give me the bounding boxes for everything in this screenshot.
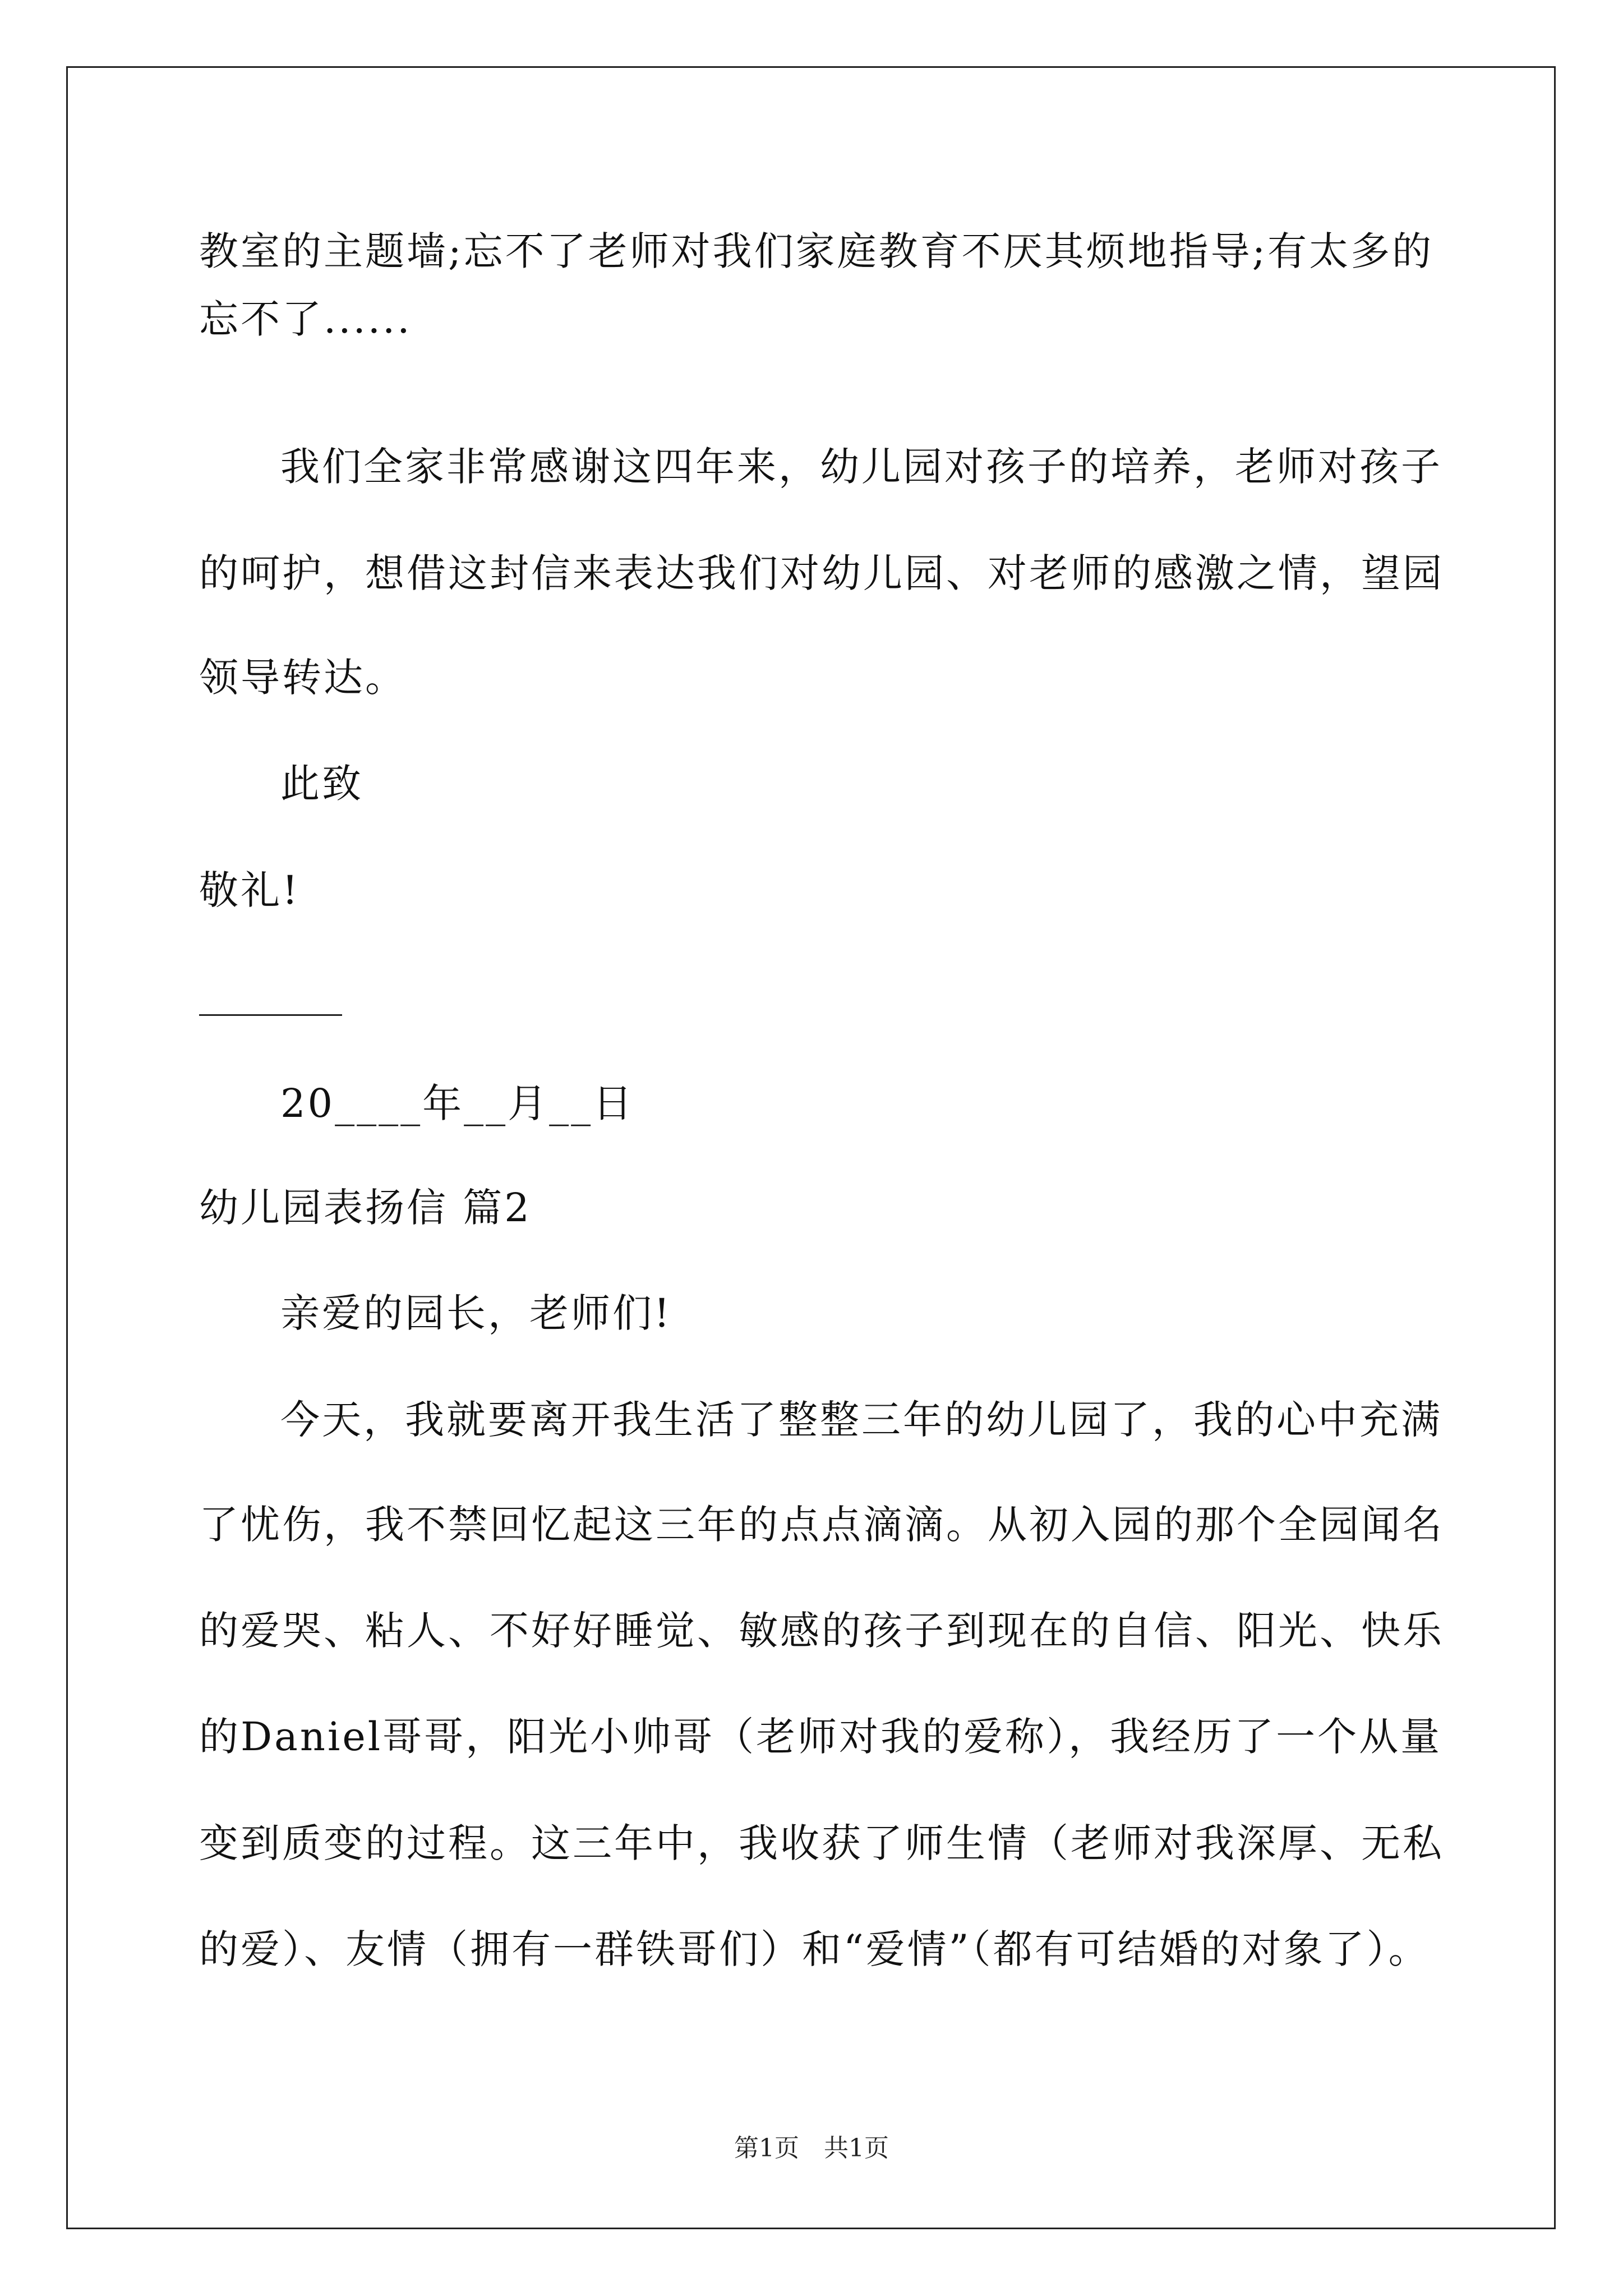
- greeting: 亲爱的园长，老师们!: [280, 1290, 672, 1336]
- paragraph-line: 了忧伤，我不禁回忆起这三年的点点滴滴。从初入园的那个全园闻名: [199, 1502, 1444, 1548]
- closing-regards: 敬礼!: [199, 867, 301, 913]
- paragraph-line: 的爱）、友情（拥有一群铁哥们）和“爱情”（都有可结婚的对象了）。: [199, 1926, 1430, 1972]
- page-footer: 第1页 共1页: [734, 2134, 889, 2162]
- paragraph-line: 变到质变的过程。这三年中，我收获了师生情（老师对我深厚、无私: [199, 1820, 1444, 1866]
- paragraph-line: 教室的主题墙;忘不了老师对我们家庭教育不厌其烦地指导;有太多的: [199, 228, 1434, 274]
- page-border: [66, 66, 1556, 2229]
- paragraph-line: 今天，我就要离开我生活了整整三年的幼儿园了，我的心中充满: [280, 1397, 1442, 1443]
- paragraph-line: 领导转达。: [199, 655, 407, 701]
- paragraph-line: 的Daniel哥哥，阳光小帅哥（老师对我的爱称），我经历了一个从量: [199, 1714, 1442, 1760]
- paragraph-line: 我们全家非常感谢这四年来，幼儿园对孩子的培养，老师对孩子: [280, 444, 1442, 490]
- section-title: 幼儿园表扬信 篇2: [199, 1185, 532, 1231]
- paragraph-line: 的呵护，想借这封信来表达我们对幼儿园、对老师的感激之情，望园: [199, 550, 1444, 596]
- date-line: 20____年__月__日: [280, 1080, 635, 1126]
- closing-salutation: 此致: [280, 761, 363, 807]
- paragraph-line: 忘不了......: [199, 296, 412, 342]
- signature-blank-line: [199, 1014, 342, 1016]
- paragraph-line: 的爱哭、粘人、不好好睡觉、敏感的孩子到现在的自信、阳光、快乐: [199, 1608, 1444, 1654]
